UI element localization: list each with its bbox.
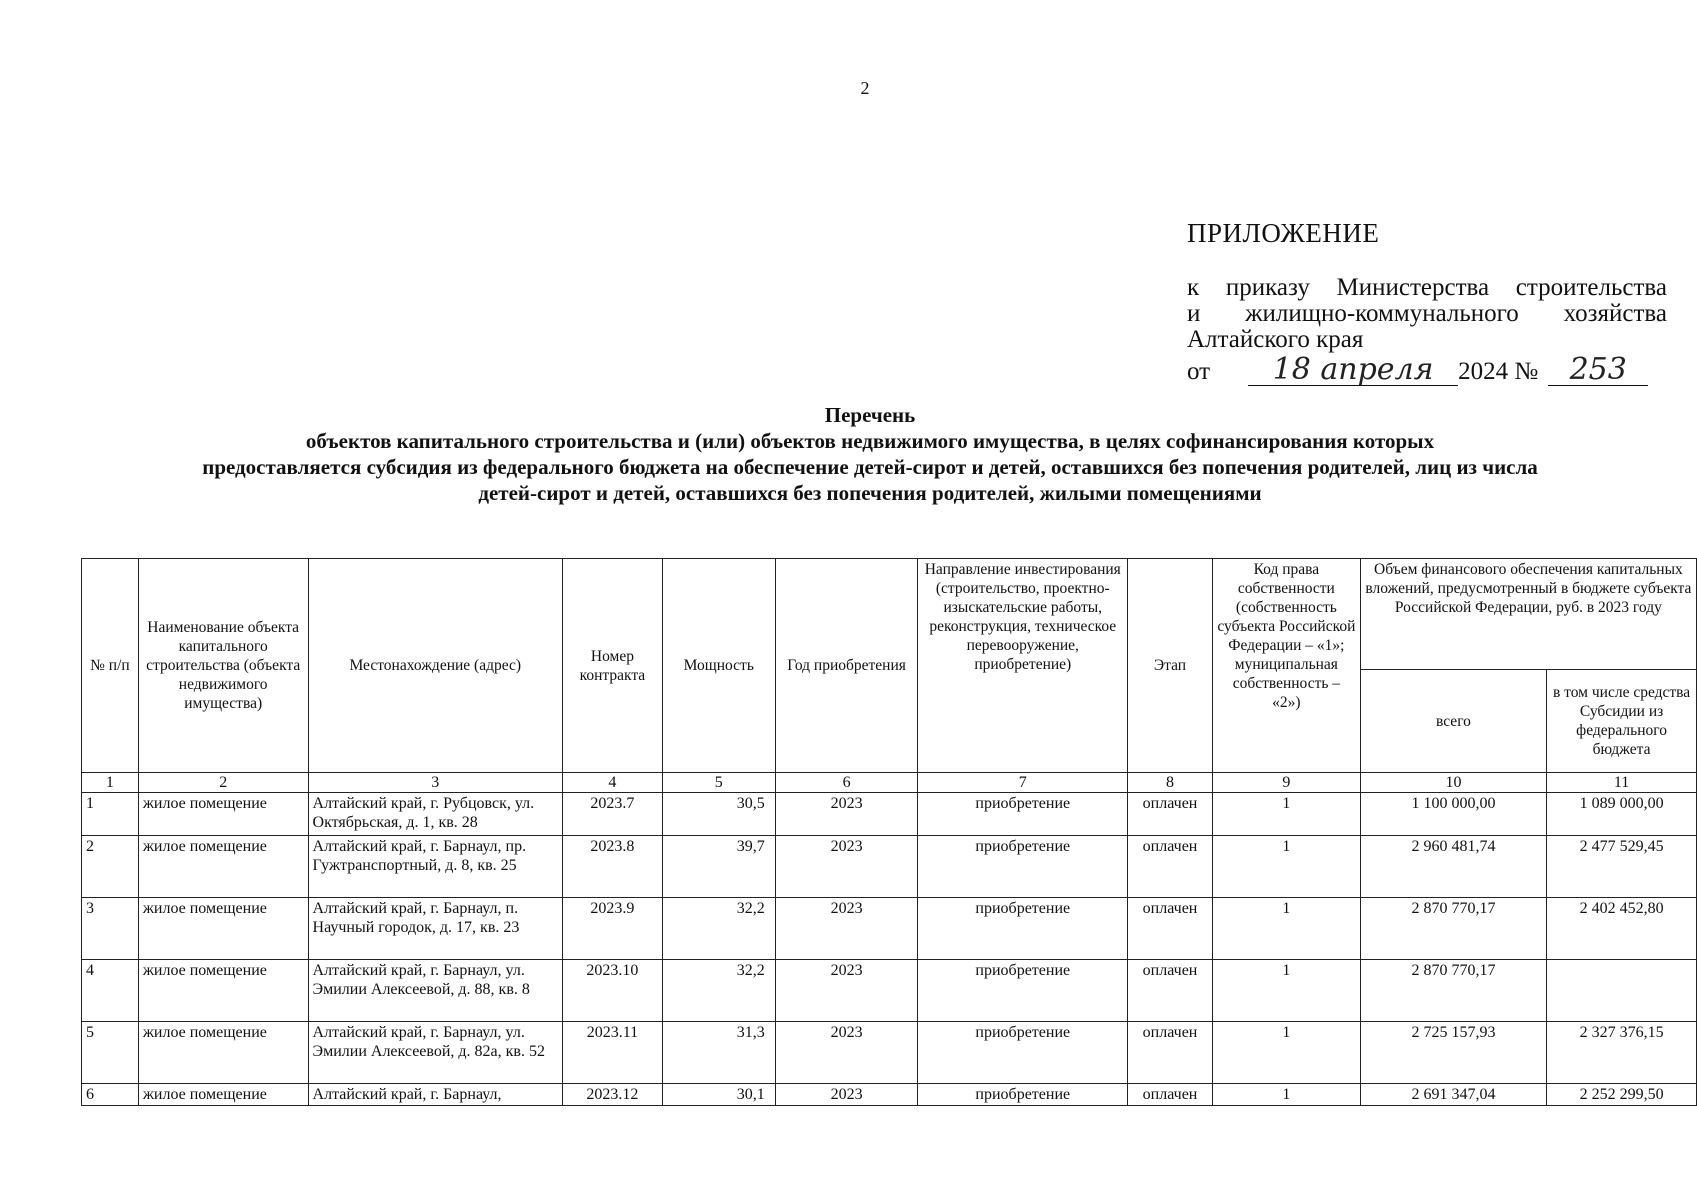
table-header-row [82,559,1697,670]
cell-name: жилое помещение [138,1084,308,1106]
cell-num: 1 [82,793,139,836]
cell-total: 2 870 770,17 [1360,960,1546,1022]
cell-ownership: 1 [1212,1084,1360,1106]
cell-ownership: 1 [1212,960,1360,1022]
cell-capacity: 32,2 [662,960,775,1022]
cell-num: 6 [82,1084,139,1106]
title-line-2: объектов капитального строительства и (или) объектов недвижимого имущества, в целях софинансирования которых [305,429,1435,453]
cell-ownership: 1 [1212,793,1360,836]
header-contract: Номер контракта [562,559,662,773]
cell-num: 2 [82,836,139,898]
column-number: 9 [1212,773,1360,793]
table-row [82,898,1697,960]
cell-direction: приобретение [918,1084,1128,1106]
order-date-line [1187,352,1667,387]
cell-subsidy: 2 477 529,45 [1547,836,1697,898]
column-number: 8 [1128,773,1213,793]
cell-stage: оплачен [1128,793,1213,836]
title-line-4: детей-сирот и детей, оставшихся без попечения родителей, жилыми помещениями [478,481,1262,505]
column-number: 2 [138,773,308,793]
header-address: Местонахождение (адрес) [308,559,562,773]
cell-capacity: 32,2 [662,898,775,960]
appendix-line-3: Алтайского края [1187,326,1364,353]
column-number: 3 [308,773,562,793]
cell-name: жилое помещение [138,960,308,1022]
appendix-word: приказу [1225,274,1310,301]
date-prefix: от [1187,358,1211,385]
cell-stage: оплачен [1128,960,1213,1022]
appendix-word: и [1187,300,1201,327]
cell-direction: приобретение [918,960,1128,1022]
cell-subsidy: 2 252 299,50 [1547,1084,1697,1106]
handwritten-date: 18 апреля [1248,355,1458,386]
cell-subsidy: 1 089 000,00 [1547,793,1697,836]
cell-address: Алтайский край, г. Барнаул, пр. Гужтранспортный, д. 8, кв. 25 [308,836,562,898]
appendix-line-1 [1187,275,1667,301]
document-title [80,402,1660,506]
cell-contract: 2023.11 [562,1022,662,1084]
cell-stage: оплачен [1128,898,1213,960]
cell-subsidy [1547,960,1697,1022]
cell-num: 4 [82,960,139,1022]
cell-address: Алтайский край, г. Барнаул, п. Научный городок, д. 17, кв. 23 [308,898,562,960]
cell-total: 1 100 000,00 [1360,793,1546,836]
cell-contract: 2023.12 [562,1084,662,1106]
appendix-word: Министерства [1336,274,1490,301]
page-number: 2 [860,78,870,98]
table-row [82,1084,1697,1106]
cell-direction: приобретение [918,836,1128,898]
objects-table [81,558,1697,1106]
cell-direction: приобретение [918,1022,1128,1084]
cell-year: 2023 [775,898,918,960]
order-year-number: 2024 № [1458,358,1539,385]
header-name: Наименование объекта капитального строительства (объекта недвижимого имущества) [138,559,308,773]
cell-stage: оплачен [1128,836,1213,898]
cell-capacity: 30,1 [662,1084,775,1106]
cell-contract: 2023.9 [562,898,662,960]
cell-capacity: 31,3 [662,1022,775,1084]
appendix-block [1187,218,1667,386]
cell-ownership: 1 [1212,1022,1360,1084]
header-direction: Направление инвестирования (строительство, проектно-изыскательские работы, реконструкция, техническое перевооружение, приобретение) [918,559,1128,773]
appendix-word: жилищно-коммунального [1245,300,1519,327]
cell-total: 2 691 347,04 [1360,1084,1546,1106]
cell-total: 2 870 770,17 [1360,898,1546,960]
header-stage: Этап [1128,559,1213,773]
cell-stage: оплачен [1128,1022,1213,1084]
cell-year: 2023 [775,1084,918,1106]
cell-name: жилое помещение [138,898,308,960]
cell-address: Алтайский край, г. Барнаул, [308,1084,562,1106]
header-num: № п/п [82,559,139,773]
column-number: 10 [1360,773,1546,793]
table-row [82,836,1697,898]
cell-contract: 2023.7 [562,793,662,836]
cell-stage: оплачен [1128,1084,1213,1106]
cell-total: 2 725 157,93 [1360,1022,1546,1084]
cell-address: Алтайский край, г. Рубцовск, ул. Октябрьская, д. 1, кв. 28 [308,793,562,836]
cell-address: Алтайский край, г. Барнаул, ул. Эмилии Алексеевой, д. 88, кв. 8 [308,960,562,1022]
header-subsidy: в том числе средства Субсидии из федерального бюджета [1547,670,1697,773]
handwritten-order-number: 253 [1548,355,1648,386]
appendix-word: к [1187,274,1200,301]
title-line-1: Перечень [824,403,916,427]
cell-year: 2023 [775,836,918,898]
cell-name: жилое помещение [138,1022,308,1084]
column-number: 11 [1547,773,1697,793]
cell-subsidy: 2 402 452,80 [1547,898,1697,960]
header-year: Год приобретения [775,559,918,773]
header-capacity: Мощность [662,559,775,773]
header-total: всего [1360,670,1546,773]
column-number: 4 [562,773,662,793]
column-number: 7 [918,773,1128,793]
cell-capacity: 39,7 [662,836,775,898]
table-row [82,1022,1697,1084]
cell-year: 2023 [775,793,918,836]
cell-subsidy: 2 327 376,15 [1547,1022,1697,1084]
cell-direction: приобретение [918,793,1128,836]
cell-name: жилое помещение [138,793,308,836]
cell-direction: приобретение [918,898,1128,960]
cell-capacity: 30,5 [662,793,775,836]
appendix-word: хозяйства [1563,300,1667,327]
cell-year: 2023 [775,1022,918,1084]
header-ownership: Код права собственности (собственность субъекта Российской Федерации – «1»; муниципальная собственность – «2») [1212,559,1360,773]
cell-num: 3 [82,898,139,960]
cell-address: Алтайский край, г. Барнаул, ул. Эмилии Алексеевой, д. 82а, кв. 52 [308,1022,562,1084]
appendix-title: ПРИЛОЖЕНИЕ [1187,218,1380,248]
column-number: 5 [662,773,775,793]
table-row [82,960,1697,1022]
table-row [82,793,1697,836]
cell-num: 5 [82,1022,139,1084]
cell-contract: 2023.10 [562,960,662,1022]
cell-contract: 2023.8 [562,836,662,898]
column-number: 1 [82,773,139,793]
cell-ownership: 1 [1212,836,1360,898]
cell-ownership: 1 [1212,898,1360,960]
appendix-word: строительства [1515,274,1667,301]
header-funding-group: Объем финансового обеспечения капитальных вложений, предусмотренный в бюджете субъекта Российской Федерации, руб. в 2023 году [1360,559,1696,670]
cell-total: 2 960 481,74 [1360,836,1546,898]
column-number: 6 [775,773,918,793]
appendix-line-2 [1187,301,1667,327]
title-line-3: предоставляется субсидия из федерального бюджета на обеспечение детей-сирот и детей, оставшихся без попечения родителей, лиц из числа [202,455,1538,479]
column-number-row [82,773,1697,793]
cell-year: 2023 [775,960,918,1022]
cell-name: жилое помещение [138,836,308,898]
